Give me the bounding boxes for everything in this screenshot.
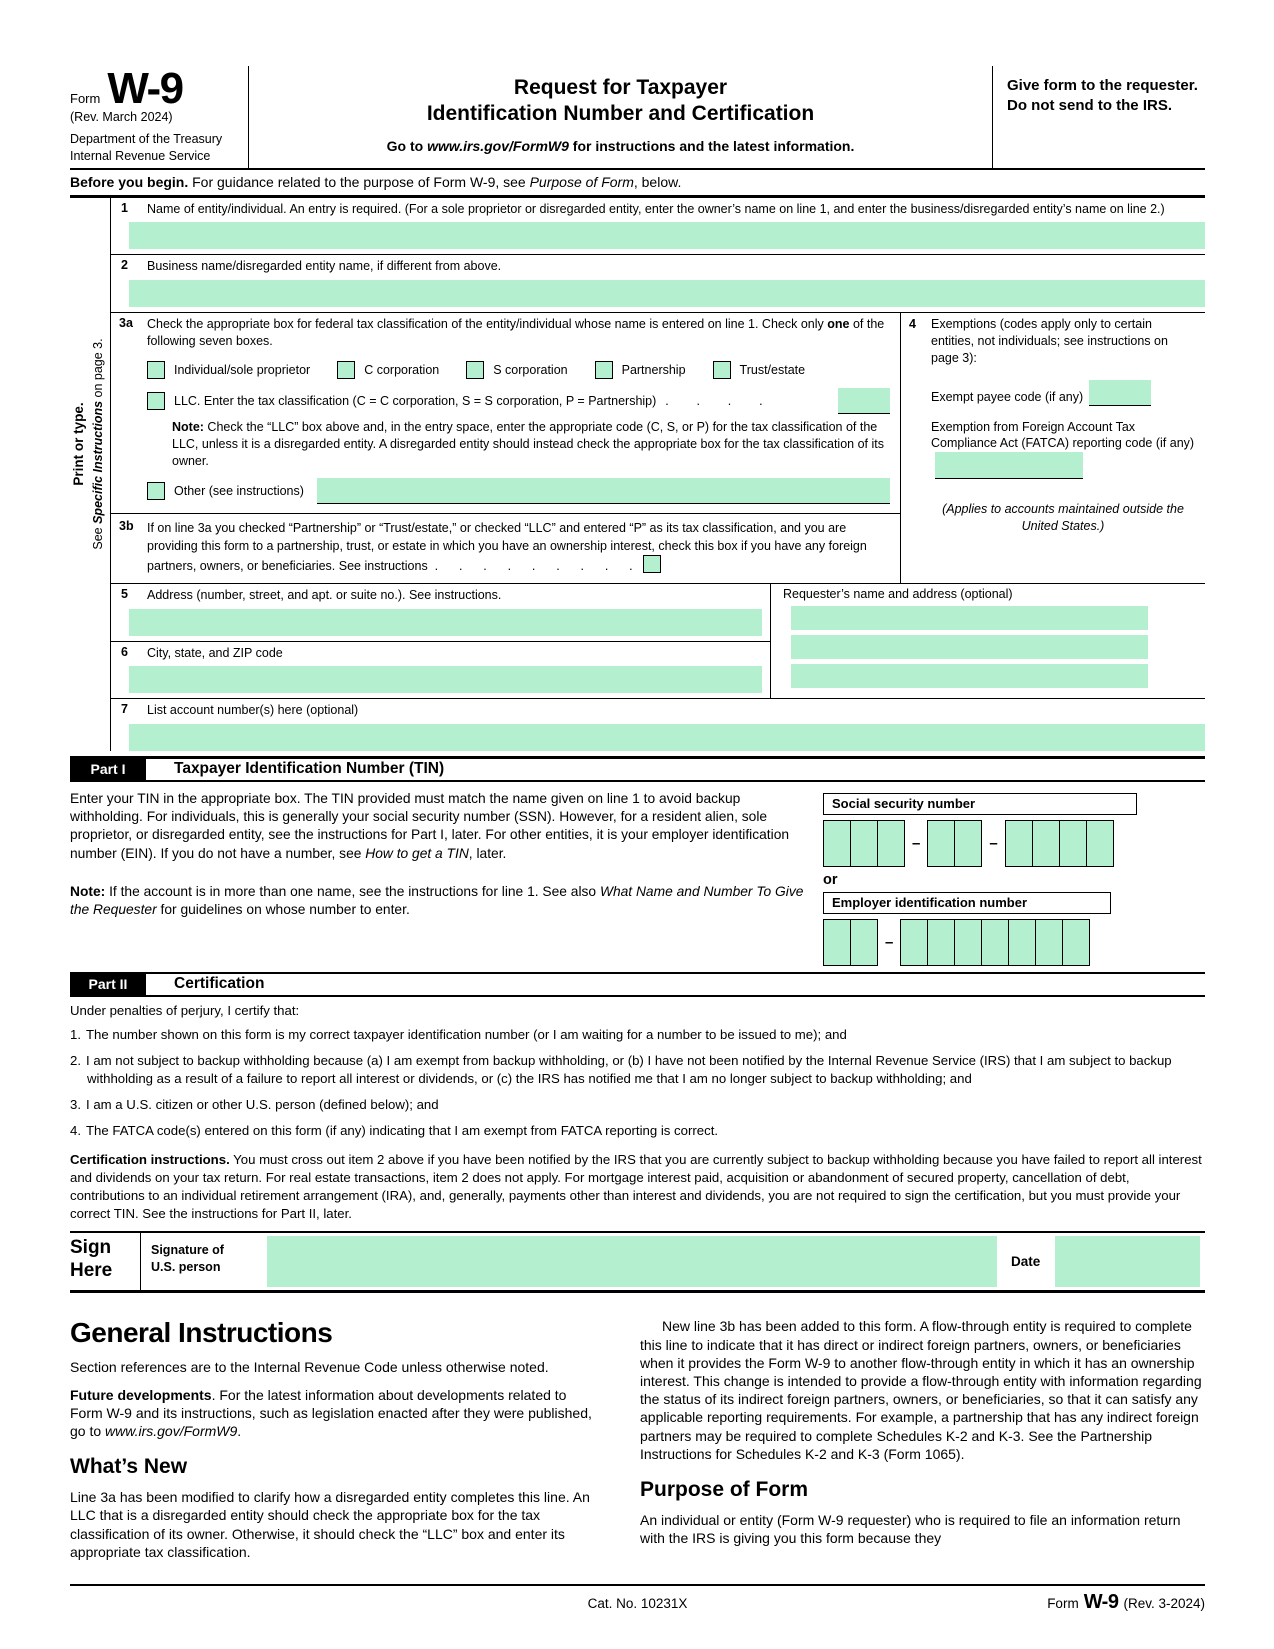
- option-label: Individual/sole proprietor: [174, 362, 311, 377]
- date-label: Date: [1011, 1254, 1041, 1270]
- checkbox-other[interactable]: [147, 482, 165, 500]
- fatca-code-input[interactable]: [935, 452, 1083, 479]
- llc-classification-input[interactable]: [838, 388, 890, 414]
- see-instructions-label: See Specific Instructions on page 3.: [90, 338, 105, 550]
- line3b-foreign-partners: [111, 514, 900, 583]
- signature-label: Signature of U.S. person: [151, 1243, 224, 1274]
- ein-cell[interactable]: [851, 919, 878, 966]
- line3a-classification: [111, 313, 900, 514]
- irs-url: www.irs.gov/FormW9: [427, 137, 569, 154]
- whats-new-paragraph: Line 3a has been modified to clarify how a disregarded entity completes this line. An LLC that is a disregarded entity should check the appropriate box for the tax classification of its owner. Otherwise, it should check the “LLC” box and enter its appropriate tax classification.: [70, 1489, 590, 1560]
- requester-block: [771, 584, 1205, 698]
- ssn-cells: [823, 820, 1205, 867]
- footer-form-number: W-9: [1083, 1590, 1119, 1613]
- llc-note: Note: Check the “LLC” box above and, in the entry space, enter the appropriate code (C, S, or P) for the tax classification of the LLC, unless it is a disregarded entity. A disregarded entity should instead check the appropriate box for the tax classification of its owner.: [172, 419, 884, 469]
- line6-number: 6: [121, 644, 128, 659]
- line4-number: 4: [909, 316, 916, 331]
- tin-instructions-paragraph: Enter your TIN in the appropriate box. The TIN provided must match the name given on line 1 to avoid backup withholding. For individuals, this is generally your social security number (SSN). However, for a resident alien, sole proprietor, or disregarded entity, see the instructions for Part I, later. For other entities, it is your employer identification number (EIN). If you do not have a number, see How to get a TIN, later.: [70, 790, 790, 861]
- future-developments-paragraph: Future developments. For the latest information about developments related to Form W-9 and its instructions, such as legislation enacted after they were published, go to www.irs.gov/FormW9.: [70, 1386, 592, 1440]
- form-revision: (Rev. March 2024): [70, 110, 173, 125]
- line3-and-line4-row: [111, 313, 1205, 584]
- part2-section: [70, 974, 1205, 1224]
- tin-note-paragraph: Note: If the account is in more than one name, see the instructions for line 1. See also What Name and Number To Give the Requester for guidelines on whose number to enter.: [70, 883, 804, 918]
- agency-label: Internal Revenue Service: [70, 148, 211, 163]
- option-other: [147, 478, 890, 504]
- checkbox-c-corporation[interactable]: [337, 361, 355, 379]
- part1-section: [70, 759, 1205, 974]
- ssn-dash: –: [912, 834, 921, 852]
- line6-city-state-zip-input[interactable]: [129, 666, 762, 693]
- date-input[interactable]: [1055, 1236, 1200, 1287]
- exempt-payee-row: [931, 380, 1195, 406]
- line6-label: City, state, and ZIP code: [147, 645, 283, 660]
- signature-input[interactable]: [267, 1236, 997, 1287]
- purpose-of-form-title: Purpose of Form: [640, 1477, 809, 1501]
- line3b-label: If on line 3a you checked “Partnership” or “Trust/estate,” or checked “LLC” and entered “P” as its tax classification, and you are providing this form to a partnership, trust, or estate in which you have an ownership interest, check this box if you have any foreign partners, owners, or beneficiaries. See instructions . . . . . . . . .: [147, 520, 867, 573]
- option-label: S corporation: [493, 362, 568, 377]
- line2-business-name-input[interactable]: [129, 280, 1205, 307]
- dot-leader: . . . . . . . . .: [427, 558, 633, 573]
- checkbox-s-corporation[interactable]: [466, 361, 484, 379]
- checkbox-foreign-partners[interactable]: [643, 555, 661, 573]
- fatca-label: Exemption from Foreign Account Tax Compliance Act (FATCA) reporting code (if any): [931, 419, 1195, 451]
- ssn-cell[interactable]: [823, 820, 851, 867]
- instructions-right-column: [640, 1317, 1205, 1570]
- part1-header: [70, 759, 1205, 782]
- certification-instructions: Certification instructions. You must cross out item 2 above if you have been notified by the IRS that you are currently subject to backup withholding because you have failed to report all interest and dividends on your tax return. For real estate transactions, item 2 does not apply. For mortgage interest paid, acquisition or abandonment of secured property, cancellation of debt, contributions to an individual retirement arrangement (IRA), and, generally, payments other than interest and dividends, you are not required to sign the certification, but you must provide your correct TIN. See the instructions for Part II, later.: [70, 1151, 1202, 1222]
- whats-new-title: What’s New: [70, 1455, 188, 1479]
- give-form-note: Give form to the requester. Do not send to the IRS.: [1007, 77, 1198, 115]
- department-label: Department of the Treasury: [70, 132, 223, 147]
- form-fields-area: [70, 198, 1205, 759]
- ssn-cell[interactable]: [1087, 820, 1114, 867]
- option-trust-estate: [713, 361, 806, 379]
- form-title-line2: Identification Number and Certification: [426, 102, 815, 126]
- form-word: Form: [70, 91, 101, 106]
- ein-cell[interactable]: [955, 919, 982, 966]
- form-title-block: [249, 66, 993, 168]
- or-label: or: [823, 871, 838, 888]
- certification-intro: Under penalties of perjury, I certify that:: [70, 1002, 300, 1018]
- part1-badge: Part I: [70, 759, 146, 780]
- line4-label: Exemptions (codes apply only to certain entities, not individuals; see instructions on page 3):: [931, 316, 1168, 365]
- catalog-number: Cat. No. 10231X: [587, 1595, 688, 1611]
- line5-number: 5: [121, 587, 128, 602]
- option-partnership: [595, 361, 686, 379]
- ein-cell[interactable]: [1063, 919, 1090, 966]
- ssn-cell[interactable]: [927, 820, 955, 867]
- exempt-payee-label: Exempt payee code (if any): [931, 389, 1084, 404]
- checkbox-trust-estate[interactable]: [713, 361, 731, 379]
- part1-title: Taxpayer Identification Number (TIN): [174, 760, 445, 778]
- line1-name-input[interactable]: [129, 222, 1205, 249]
- line5-address-input[interactable]: [129, 609, 762, 636]
- form-identity-block: [70, 66, 249, 168]
- requester-input-line1[interactable]: [791, 606, 1148, 630]
- line5-label: Address (number, street, and apt. or suite no.). See instructions.: [147, 588, 502, 603]
- line7-label: List account number(s) here (optional): [147, 703, 359, 718]
- ein-cells: [823, 919, 1205, 966]
- form-title-line1: Request for Taxpayer: [513, 76, 728, 99]
- line1-label: Name of entity/individual. An entry is required. (For a sole proprietor or disregarded entity, enter the owner’s name on line 1, and enter the business/disregarded entity’s name on line 2.): [147, 201, 1165, 216]
- applies-note: (Applies to accounts maintained outside the United States.): [942, 502, 1184, 534]
- page-footer: [70, 1584, 1205, 1620]
- line4-exemptions: [901, 313, 1205, 583]
- tin-entry-block: [823, 790, 1205, 966]
- line5-line6-row: [111, 584, 1205, 699]
- option-label: Partnership: [621, 362, 686, 377]
- checkbox-llc[interactable]: [147, 392, 165, 410]
- ssn-cell[interactable]: [955, 820, 982, 867]
- fatca-row: [931, 419, 1195, 480]
- certification-item-3: 3. I am a U.S. citizen or other U.S. person (defined below); and: [70, 1097, 439, 1113]
- exempt-payee-code-input[interactable]: [1089, 380, 1151, 406]
- line3b-number: 3b: [119, 518, 134, 533]
- goto-line: Go to www.irs.gov/FormW9 for instructions and the latest information.: [386, 137, 855, 154]
- other-description-input[interactable]: [317, 478, 890, 504]
- new-line-3b-paragraph: New line 3b has been added to this form. A flow-through entity is required to complete this line to indicate that it has direct or indirect foreign partners, owners, or beneficiaries when it provides the Form W-9 to another flow-through entity in which it has an ownership interest. This change is intended to provide a flow-through entity with information regarding the status of its indirect foreign partners, owners, or beneficiaries, so that it can satisfy any applicable reporting requirements. For example, a partnership that has any indirect foreign partners may be required to complete Schedules K-2 and K-3. See the Partnership Instructions for Schedules K-2 and K-3 (Form 1065).: [640, 1318, 1202, 1462]
- certification-item-1: 1. The number shown on this form is my correct taxpayer identification number (or I am waiting for a number to be issued to me); and: [70, 1026, 847, 1042]
- before-you-begin-line: Before you begin. For guidance related to the purpose of Form W-9, see Purpose of Form, below.: [70, 170, 1205, 198]
- requester-label: Requester’s name and address (optional): [783, 587, 1013, 602]
- ein-dash: –: [885, 933, 894, 951]
- sign-here-row: [70, 1231, 1205, 1293]
- ssn-label-box: Social security number: [823, 793, 1137, 815]
- option-label: Trust/estate: [739, 362, 806, 377]
- line5-address: [111, 584, 770, 642]
- line3a-label: Check the appropriate box for federal tax classification of the entity/individual whose name is entered on line 1. Check only one of the following seven boxes.: [147, 316, 885, 349]
- option-llc: [147, 388, 890, 414]
- ein-cell[interactable]: [1009, 919, 1036, 966]
- print-or-type-sidebar: [69, 294, 111, 594]
- instructions-columns: [70, 1317, 1205, 1570]
- form-number: W-9: [107, 64, 183, 113]
- line1-number: 1: [121, 200, 128, 215]
- form-header: [70, 66, 1205, 170]
- general-instructions-title: General Instructions: [70, 1317, 333, 1349]
- dot-leader: . . . .: [665, 393, 763, 408]
- ein-cell[interactable]: [1036, 919, 1063, 966]
- ssn-dash: –: [989, 834, 998, 852]
- sign-here-label: Sign Here: [70, 1237, 113, 1282]
- line1-name: [111, 198, 1205, 256]
- certification-item-2: 2. I am not subject to backup withholding because (a) I am exempt from backup withholding, or (b) I have not been notified by the Internal Revenue Service (IRS) that I am subject to backup withholding as a result of a failure to report all interest or dividends, or (c) the IRS has notified me that I am no longer subject to backup withholding; and: [70, 1052, 1172, 1086]
- ssn-cell[interactable]: [1060, 820, 1087, 867]
- ssn-cell[interactable]: [851, 820, 878, 867]
- checkbox-individual-sole-proprietor[interactable]: [147, 361, 165, 379]
- ssn-cell[interactable]: [1033, 820, 1060, 867]
- line7-number: 7: [121, 702, 128, 717]
- line7-account-numbers-input[interactable]: [129, 724, 1205, 751]
- option-c-corporation: [337, 361, 439, 379]
- instructions-left-column: [70, 1317, 595, 1570]
- part2-header: [70, 974, 1205, 997]
- ein-label-box: Employer identification number: [823, 892, 1111, 914]
- option-individual: [147, 361, 310, 379]
- requester-input-line2[interactable]: [791, 635, 1148, 659]
- footer-form-id: Form W-9 (Rev. 3-2024): [1047, 1590, 1205, 1613]
- purpose-of-form-paragraph: An individual or entity (Form W-9 requester) who is required to file an information return with the IRS is giving you this form because they: [640, 1511, 1181, 1547]
- ein-cell[interactable]: [928, 919, 955, 966]
- certification-item-4: 4. The FATCA code(s) entered on this form (if any) indicating that I am exempt from FATCA reporting is correct.: [70, 1123, 719, 1139]
- ssn-cell[interactable]: [878, 820, 905, 867]
- ssn-cell[interactable]: [1005, 820, 1033, 867]
- line7-account-numbers: [111, 699, 1205, 751]
- classification-checkbox-row: [147, 361, 890, 379]
- llc-label: LLC. Enter the tax classification (C = C corporation, S = S corporation, P = Partnership): [174, 393, 657, 408]
- part2-title: Certification: [174, 975, 265, 993]
- ein-cell[interactable]: [982, 919, 1009, 966]
- ein-cell[interactable]: [823, 919, 851, 966]
- print-or-type-label: Print or type.: [71, 402, 86, 486]
- line3a-number: 3a: [119, 315, 133, 330]
- line6-city-state-zip: [111, 642, 770, 694]
- line2-number: 2: [121, 258, 128, 273]
- part2-badge: Part II: [70, 974, 146, 995]
- checkbox-partnership[interactable]: [595, 361, 613, 379]
- line2-label: Business name/disregarded entity name, if different from above.: [147, 259, 502, 274]
- section-references-paragraph: Section references are to the Internal Revenue Code unless otherwise noted.: [70, 1359, 549, 1376]
- option-label: C corporation: [364, 362, 440, 377]
- requester-input-line3[interactable]: [791, 664, 1148, 688]
- option-s-corporation: [466, 361, 567, 379]
- line2-business-name: [111, 255, 1205, 313]
- ein-cell[interactable]: [900, 919, 928, 966]
- other-label: Other (see instructions): [174, 483, 304, 498]
